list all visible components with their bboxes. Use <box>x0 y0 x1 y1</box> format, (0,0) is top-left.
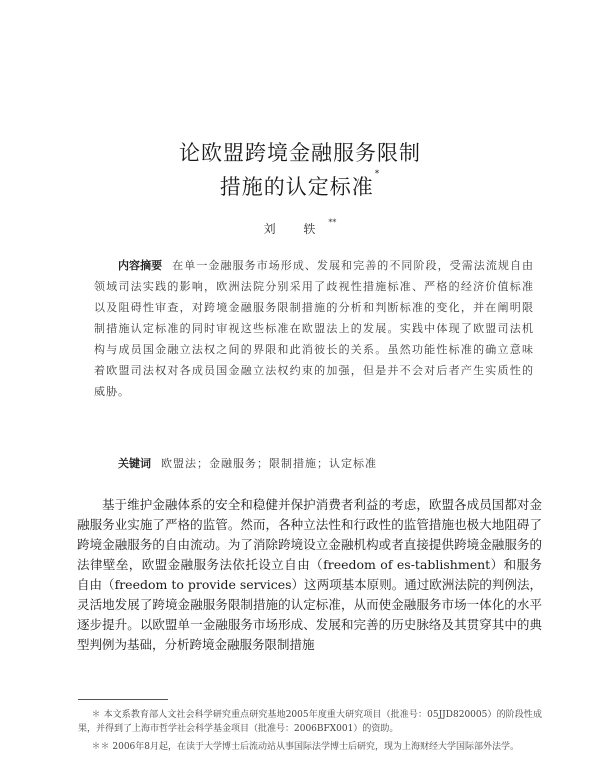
footnote-1: ＊ 本文系教育部人文社会科学研究重点研究基地2005年度重大研究项目（批准号：05JJD820005）的阶段性成果，并得到了上海市哲学社会科学基金项目（批准号：2006BFX001）的资助。 <box>78 710 542 734</box>
body-paragraph: 基于维护金融体系的安全和稳健并保护消费者利益的考虑，欧盟各成员国都对金融服务业实施了严格的监管。然而，各种立法性和行政性的监管措施也极大地阻碍了跨境金融服务的自由流动。为了消除跨境设立金融机构或者直接提供跨境金融服务的法律壁垒，欧盟金融服务法依托设立自由（freedom of es-tablishment）和服务自由（freedom to provide services）这两项基本原则。通过欧洲法院的判例法，灵活地发展了跨境金融服务限制措施的认定标准，从而使金融服务市场一体化的水平逐步提升。以欧盟单一金融服务市场形成、发展和完善的历史脉络及其贯穿其中的典型判例为基础，分析跨境金融服务限制措施 <box>77 497 542 652</box>
footnote-divider <box>78 699 168 700</box>
title-line2-text: 措施的认定标准 <box>219 175 374 199</box>
abstract-label: 内容摘要 <box>118 259 163 272</box>
footnotes-block <box>78 708 542 754</box>
author-line <box>0 220 600 237</box>
paper-title-line2 <box>0 171 600 201</box>
title-line1-text: 论欧盟跨境金融服务限制 <box>179 141 421 165</box>
abstract-text: 在单一金融服务市场形成、发展和完善的不同阶段，受需法流规自由领域司法实践的影响，欧洲法院分别采用了歧视性措施标准、严格的经济价值标准以及阻碍性审查，对跨境金融服务限制措施的分析和判断标准的变化，并在阐明限制措施认定标准的同时审视这些标准在欧盟法上的发展。实践中体现了欧盟司法机构与成员国金融立法权之间的界限和此消彼长的关系。虽然功能性标准的确立意味着欧盟司法权对各成员国金融立法权约束的加强，但是并不会对后者产生实质性的威胁。 <box>94 259 535 398</box>
title-footnote-marker: * <box>374 169 381 179</box>
footnote-2: ＊＊ 2006年8月起，在读于大学博士后流动站从事国际法学博士后研究，现为上海财经大学国际部外法学。 <box>91 742 519 752</box>
paper-title-line1 <box>0 137 600 167</box>
abstract-block <box>94 255 534 402</box>
keywords-block <box>118 456 538 472</box>
author-name: 刘 轶 <box>263 222 328 236</box>
keywords-text: 欧盟法；金融服务；限制措施；认定标准 <box>161 457 377 470</box>
keywords-label: 关键词 <box>118 457 151 470</box>
author-footnote-marker: ** <box>328 218 337 227</box>
